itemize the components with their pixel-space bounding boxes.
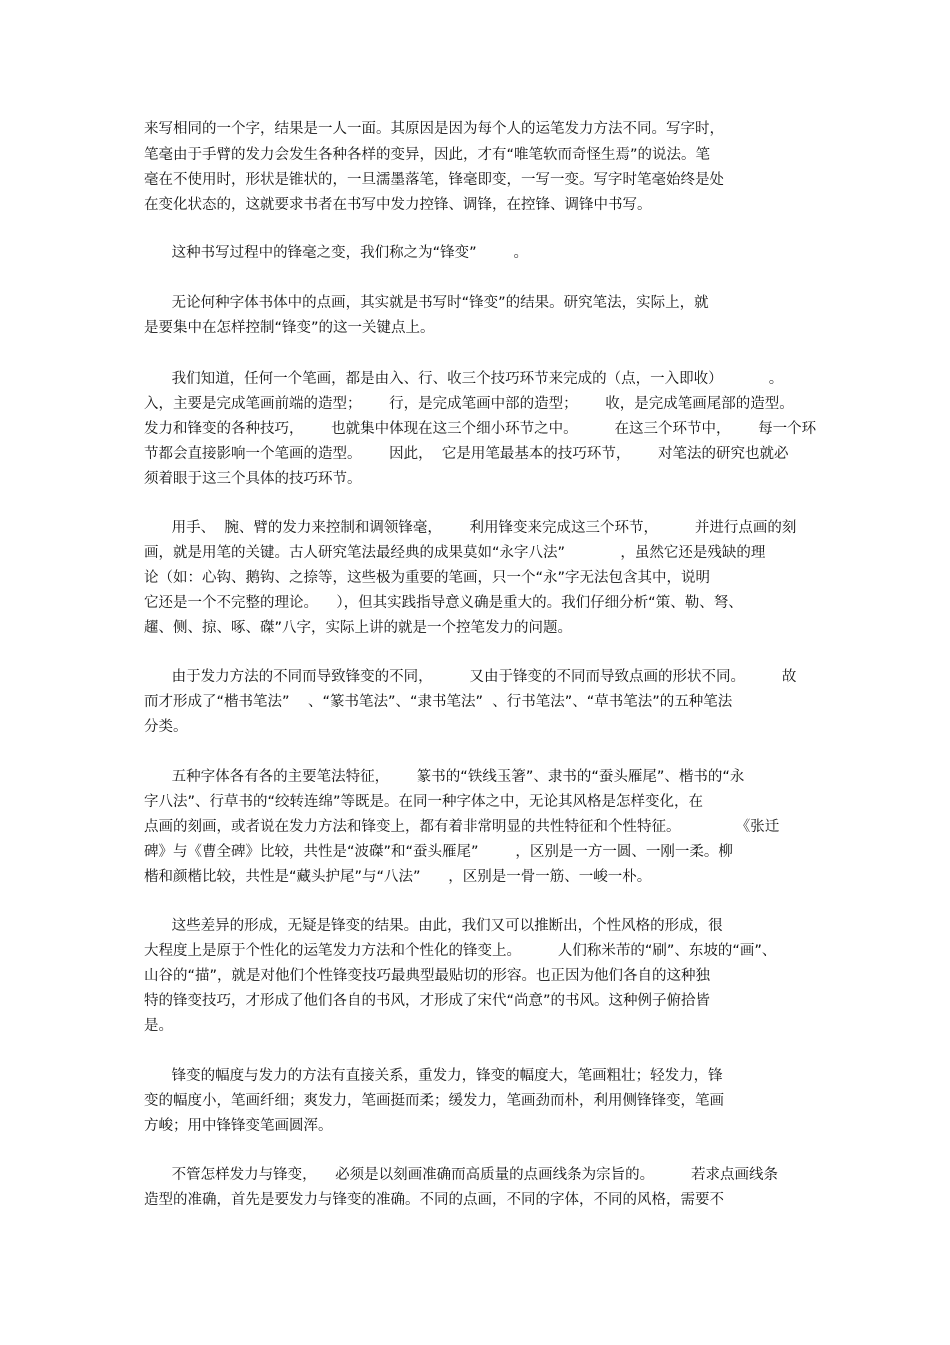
text-line: 发力和锋变的各种技巧， 也就集中体现在这三个细小环节之中。 在这三个环节中， 每一个环 xyxy=(144,421,817,437)
text-line: 笔毫由于手臂的发力会发生各种各样的变异，因此，才有“唯笔软而奇怪生焉”的说法。笔 xyxy=(144,147,711,163)
text-line: 特的锋变技巧，才形成了他们各自的书风，才形成了宋代“尚意”的书风。这种例子俯拾皆 xyxy=(144,993,711,1009)
text-line: 锋变的幅度与发力的方法有直接关系，重发力，锋变的幅度大，笔画粗壮；轻发力，锋 xyxy=(144,1068,723,1084)
text-line: 碑》与《曹全碑》比较，共性是“波磔”和“蚕头雁尾” ，区别是一方一圆、一刚一柔。柳 xyxy=(144,844,733,860)
text-line: 无论何种字体书体中的点画，其实就是书写时“锋变”的结果。研究笔法，实际上，就 xyxy=(144,295,709,311)
text-line: 我们知道，任何一个笔画，都是由入、行、收三个技巧环节来完成的（点，一入即收） 。 xyxy=(144,371,784,387)
text-line: 楷和颜楷比较，共性是“藏头护尾”与“八法” ，区别是一骨一筋、一峻一朴。 xyxy=(144,869,652,885)
text-line: 须着眼于这三个具体的技巧环节。 xyxy=(144,471,362,487)
text-line: 造型的准确，首先是要发力与锋变的准确。不同的点画，不同的字体，不同的风格，需要不 xyxy=(144,1192,724,1208)
text-line: 这种书写过程中的锋毫之变，我们称之为“锋变” 。 xyxy=(144,245,529,261)
text-line: 论（如：心钩、鹅钩、之捺等，这些极为重要的笔画，只一个“永”字无法包含其中，说明 xyxy=(144,570,711,586)
text-line: 山谷的“描”，就是对他们个性锋变技巧最典型最贴切的形容。也正因为他们各自的这种独 xyxy=(144,968,711,984)
text-line: 节都会直接影响一个笔画的造型。 因此， 它是用笔最基本的技巧环节， 对笔法的研究也就必 xyxy=(144,446,789,462)
text-line: 大程度上是原于个性化的运笔发力方法和个性化的锋变上。 人们称米芾的“刷”、东坡的“画”、 xyxy=(144,943,777,959)
text-line: 变的幅度小，笔画纤细；爽发力，笔画挺而柔；缓发力，笔画劲而朴，利用侧锋锋变，笔画 xyxy=(144,1093,724,1109)
text-line: 五种字体各有各的主要笔法特征， 篆书的“铁线玉箸”、隶书的“蚕头雁尾”、楷书的“永 xyxy=(144,769,745,785)
text-line: 这些差异的形成，无疑是锋变的结果。由此，我们又可以推断出，个性风格的形成，很 xyxy=(144,918,723,934)
text-line: 不管怎样发力与锋变， 必须是以刻画准确而高质量的点画线条为宗旨的。 若求点画线条 xyxy=(144,1167,778,1183)
text-line: 是。 xyxy=(144,1018,173,1034)
text-line: 是要集中在怎样控制“锋变”的这一关键点上。 xyxy=(144,320,435,336)
text-line: 来写相同的一个字，结果是一人一面。其原因是因为每个人的运笔发力方法不同。写字时， xyxy=(144,121,724,137)
text-line: 方峻；用中锋锋变笔画圆浑。 xyxy=(144,1118,333,1134)
text-line: 画，就是用笔的关键。古人研究笔法最经典的成果莫如“永字八法” ，虽然它还是残缺的理 xyxy=(144,545,766,561)
text-line: 毫在不使用时，形状是锥状的，一旦濡墨落笔，锋毫即变，一写一变。写字时笔毫始终是处 xyxy=(144,172,724,188)
text-line: 入，主要是完成笔画前端的造型； 行，是完成笔画中部的造型； 收，是完成笔画尾部的造型。 xyxy=(144,396,794,412)
text-line: 字八法”、行草书的“绞转连绵”等既是。在同一种字体之中，无论其风格是怎样变化，在 xyxy=(144,794,704,810)
text-line: 由于发力方法的不同而导致锋变的不同， 又由于锋变的不同而导致点画的形状不同。 故 xyxy=(144,669,797,685)
text-line: 在变化状态的，这就要求书者在书写中发力控锋、调锋，在控锋、调锋中书写。 xyxy=(144,197,652,213)
text-line: 它还是一个不完整的理论。 ），但其实践指导意义确是重大的。我们仔细分析“策、勒、弩、 xyxy=(144,595,743,611)
text-line: 而才形成了“楷书笔法” 、“篆书笔法”、“隶书笔法” 、行书笔法”、“草书笔法”的五种笔法 xyxy=(144,694,733,710)
text-line: 点画的刻画，或者说在发力方法和锋变上，都有着非常明显的共性特征和个性特征。 《张迁 xyxy=(144,819,780,835)
text-line: 趯、侧、掠、啄、磔”八字，实际上讲的就是一个控笔发力的问题。 xyxy=(144,620,573,636)
text-line: 分类。 xyxy=(144,719,188,735)
text-line: 用手、 腕、臂的发力来控制和调领锋毫， 利用锋变来完成这三个环节， 并进行点画的刻 xyxy=(144,520,797,536)
